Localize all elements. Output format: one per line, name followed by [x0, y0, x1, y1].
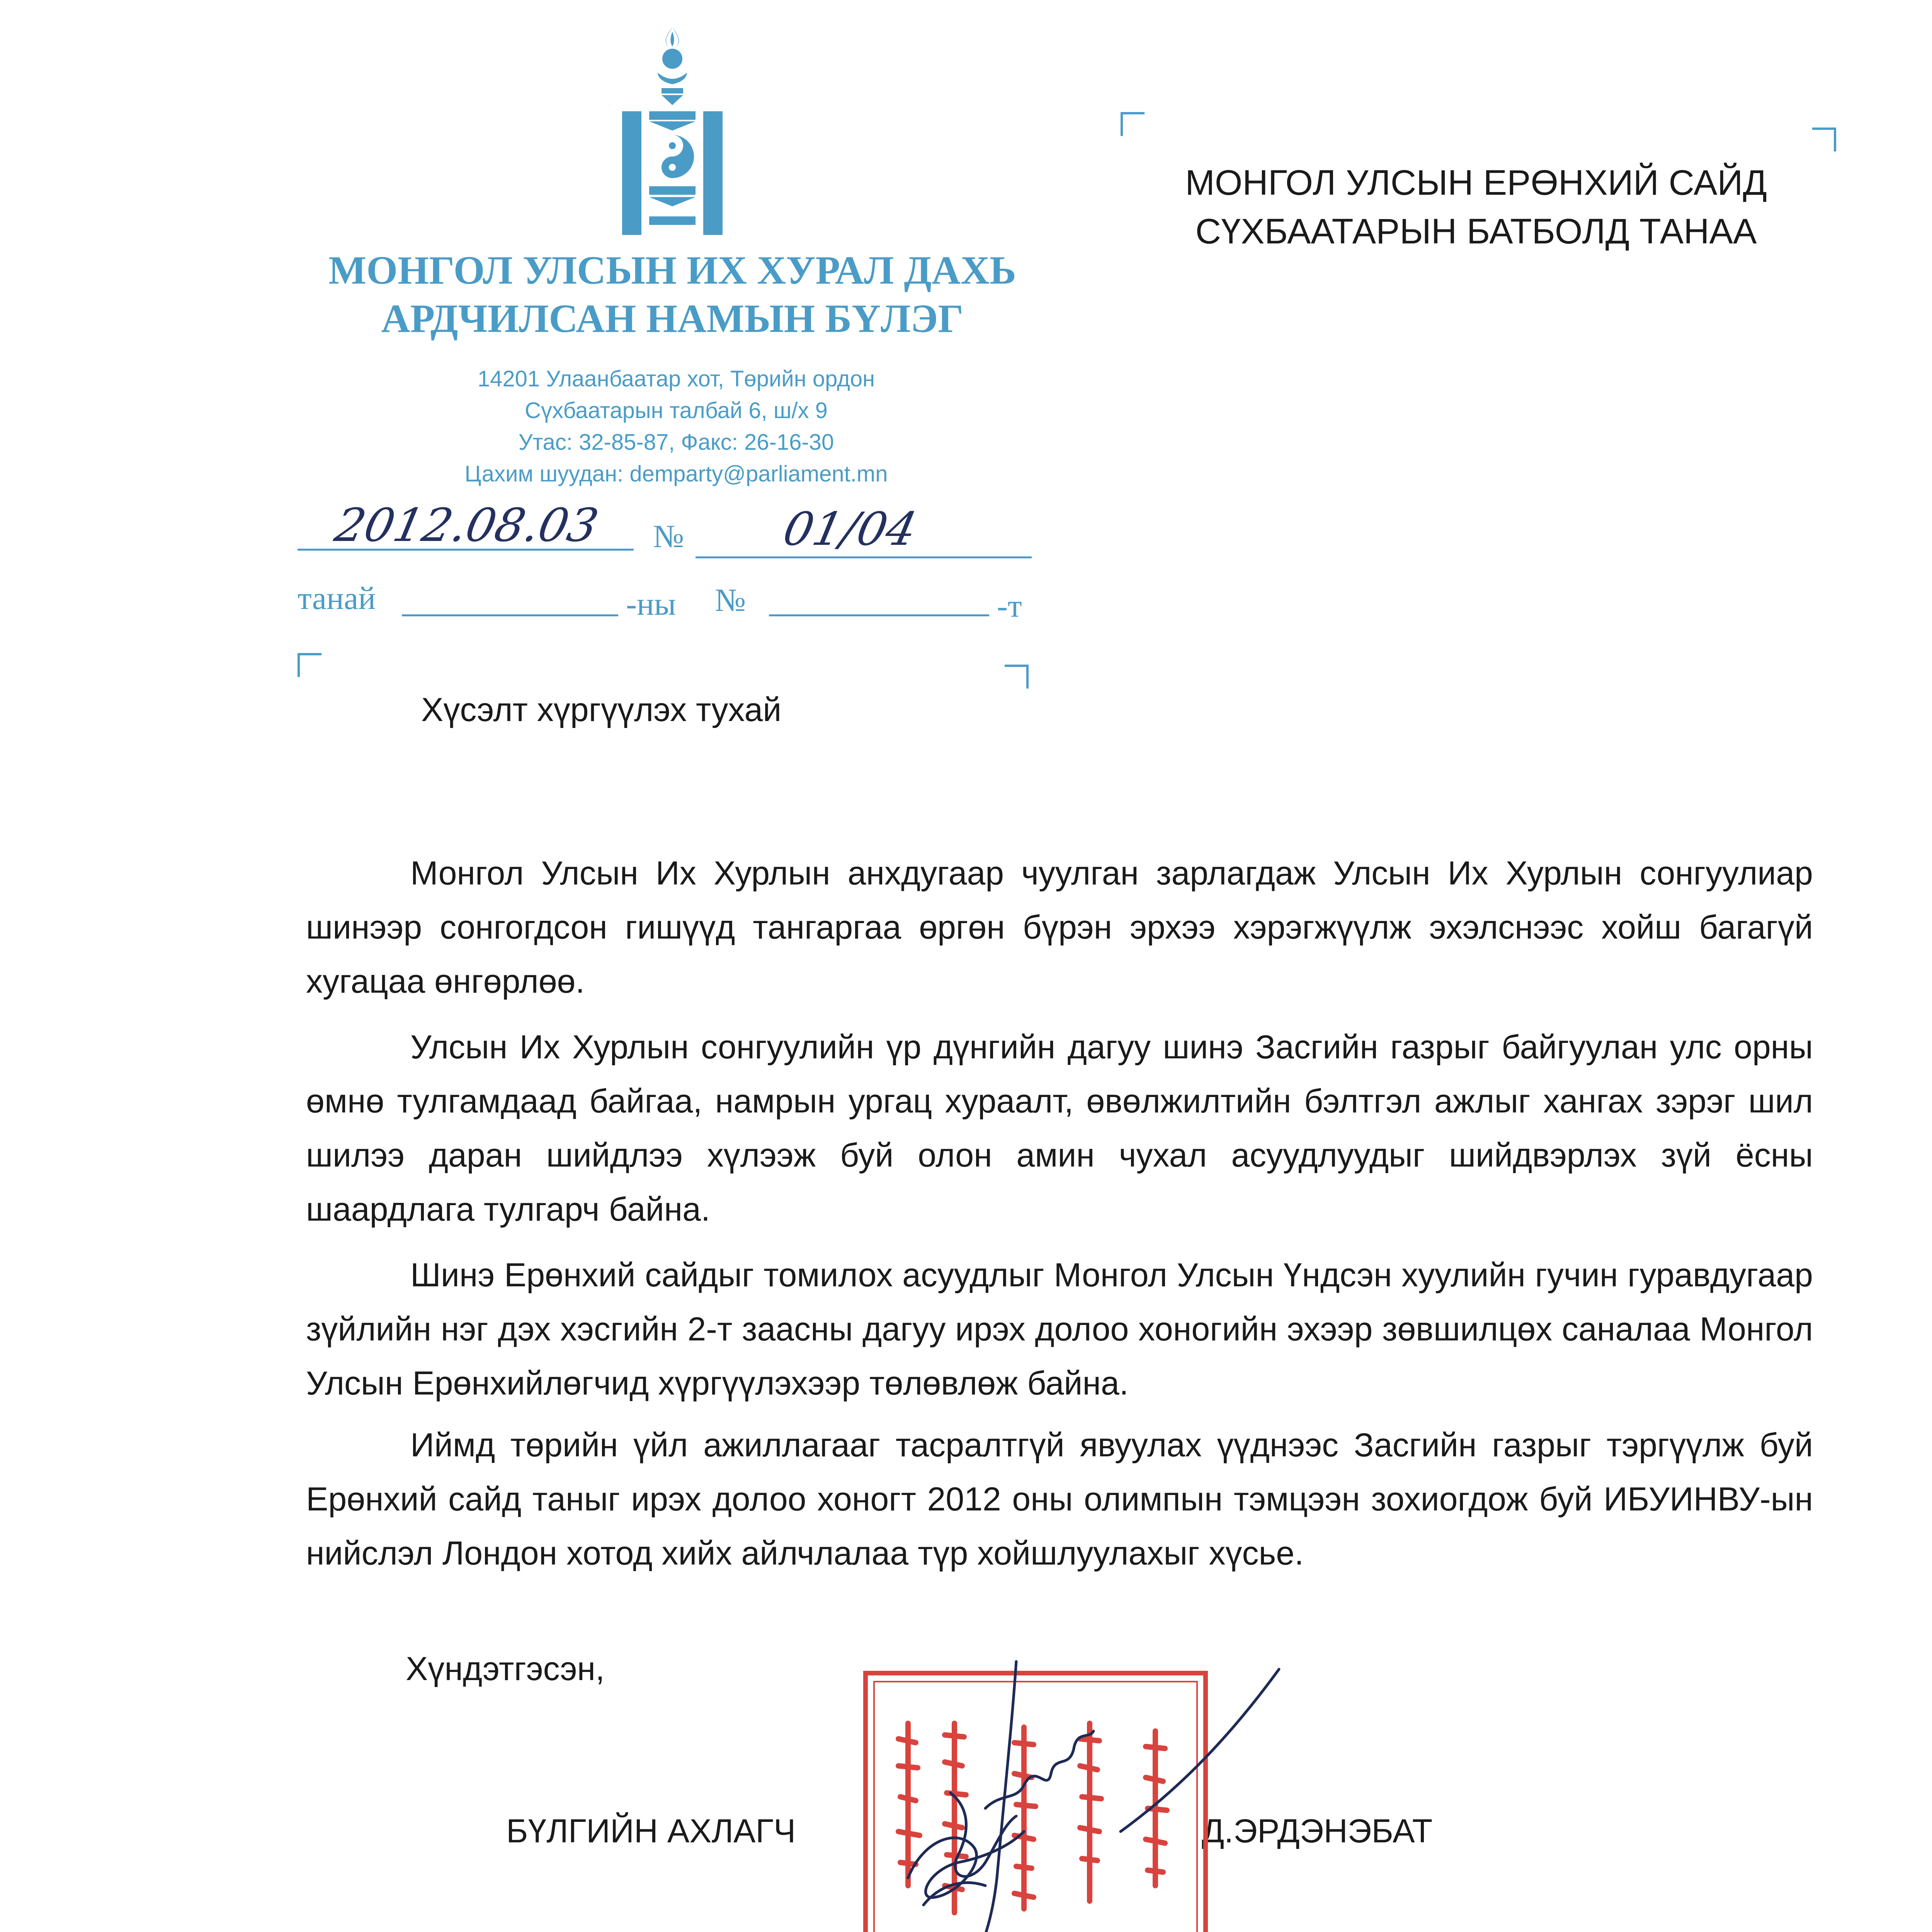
recipient-corner-top-right — [1812, 128, 1836, 151]
signer-title: БҮЛГИЙН АХЛАГЧ — [506, 1813, 796, 1850]
signer-name: Д.ЭРДЭНЭБАТ — [1202, 1813, 1433, 1850]
t-suffix: -т — [997, 588, 1022, 624]
ny-label: -ны — [626, 586, 676, 622]
address-line1: 14201 Улаанбаатар хот, Төрийн ордон — [477, 366, 875, 391]
number-underline — [696, 556, 1032, 558]
signature-icon — [869, 1592, 1302, 1932]
body-paragraph-4: Иймд төрийн үйл ажиллагааг тасралтгүй явуулах үүднээс Засгийн газрыг тэргүүлж буй Ерөнхий сайд таныг ирэх долоо хоногт 2012 оны олимпын тэмцээн зохиогдож буй ИБУИНВУ-ын нийслэл Лондон хотод хийх айлчлалаа түр хойшлуулахыг хүсье. — [306, 1427, 1813, 1572]
date-underline — [298, 549, 634, 551]
handwritten-number: 01/04 — [779, 502, 922, 556]
recipient-line2: СҮХБААТАРЫН БАТБОЛД ТАНАА — [1195, 212, 1757, 251]
number-sign-2: № — [715, 582, 746, 618]
tanai-label: танай — [298, 580, 376, 616]
subject-corner-top-right — [1005, 665, 1029, 689]
recipient-line1: МОНГОЛ УЛСЫН ЕРӨНХИЙ САЙД — [1185, 163, 1767, 202]
org-name-line1: МОНГОЛ УЛСЫН ИХ ХУРАЛ ДАХЬ — [328, 248, 1016, 293]
handwritten-date: 2012.08.03 — [330, 498, 603, 552]
tanai-underline — [402, 614, 618, 616]
body-paragraph-2: Улсын Их Хурлын сонгуулийн үр дүнгийн дагуу шинэ Засгийн газрыг байгуулан улс орны өмнө тулгамдаад байгаа, намрын ургац хураалт, өвөлжилтийн бэлтгэл ажлыг хангах зэрэг шил шилээ даран шийдлээ хүлээж буй олон амин чухал асуудлуудыг шийдвэрлэх зүй ёсны шаардлага тулгарч байна. — [306, 1029, 1813, 1228]
email: Цахим шуудан: demparty@parliament.mn — [464, 461, 888, 486]
body-paragraph-3: Шинэ Ерөнхий сайдыг томилох асуудлыг Монгол Улсын Үндсэн хуулийн гучин гуравдугаар зүйлийн нэг дэх хэсгийн 2-т заасны дагуу ирэх долоо хоногийн эхээр зөвшилцөх саналаа Монгол Улсын Ерөнхийлөгчид хүргүүлэхээр төлөвлөж байна. — [306, 1257, 1813, 1402]
closing-salutation: Хүндэтгэсэн, — [406, 1650, 605, 1687]
phone-fax: Утас: 32-85-87, Факс: 26-16-30 — [518, 430, 834, 455]
address-line2: Сүхбаатарын талбай 6, ш/х 9 — [525, 398, 828, 423]
subject: Хүсэлт хүргүүлэх тухай — [421, 691, 782, 728]
recipient-corner-top-left — [1121, 112, 1145, 136]
subject-corner-top-left — [298, 653, 321, 677]
body-paragraph-1: Монгол Улсын Их Хурлын анхдугаар чуулган зарлагдаж Улсын Их Хурлын сонгуулиар шинээр сонгогдсон гишүүд тангаргаа өргөн бүрэн эрхээ хэрэгжүүлж эхэлснээс хойш багагүй хугацаа өнгөрлөө. — [306, 855, 1813, 1000]
incoming-number-underline — [769, 614, 989, 616]
org-name-line2: АРДЧИЛСАН НАМЫН БҮЛЭГ — [381, 296, 964, 341]
number-sign: № — [653, 519, 684, 554]
soyombo-emblem-icon — [614, 23, 730, 240]
